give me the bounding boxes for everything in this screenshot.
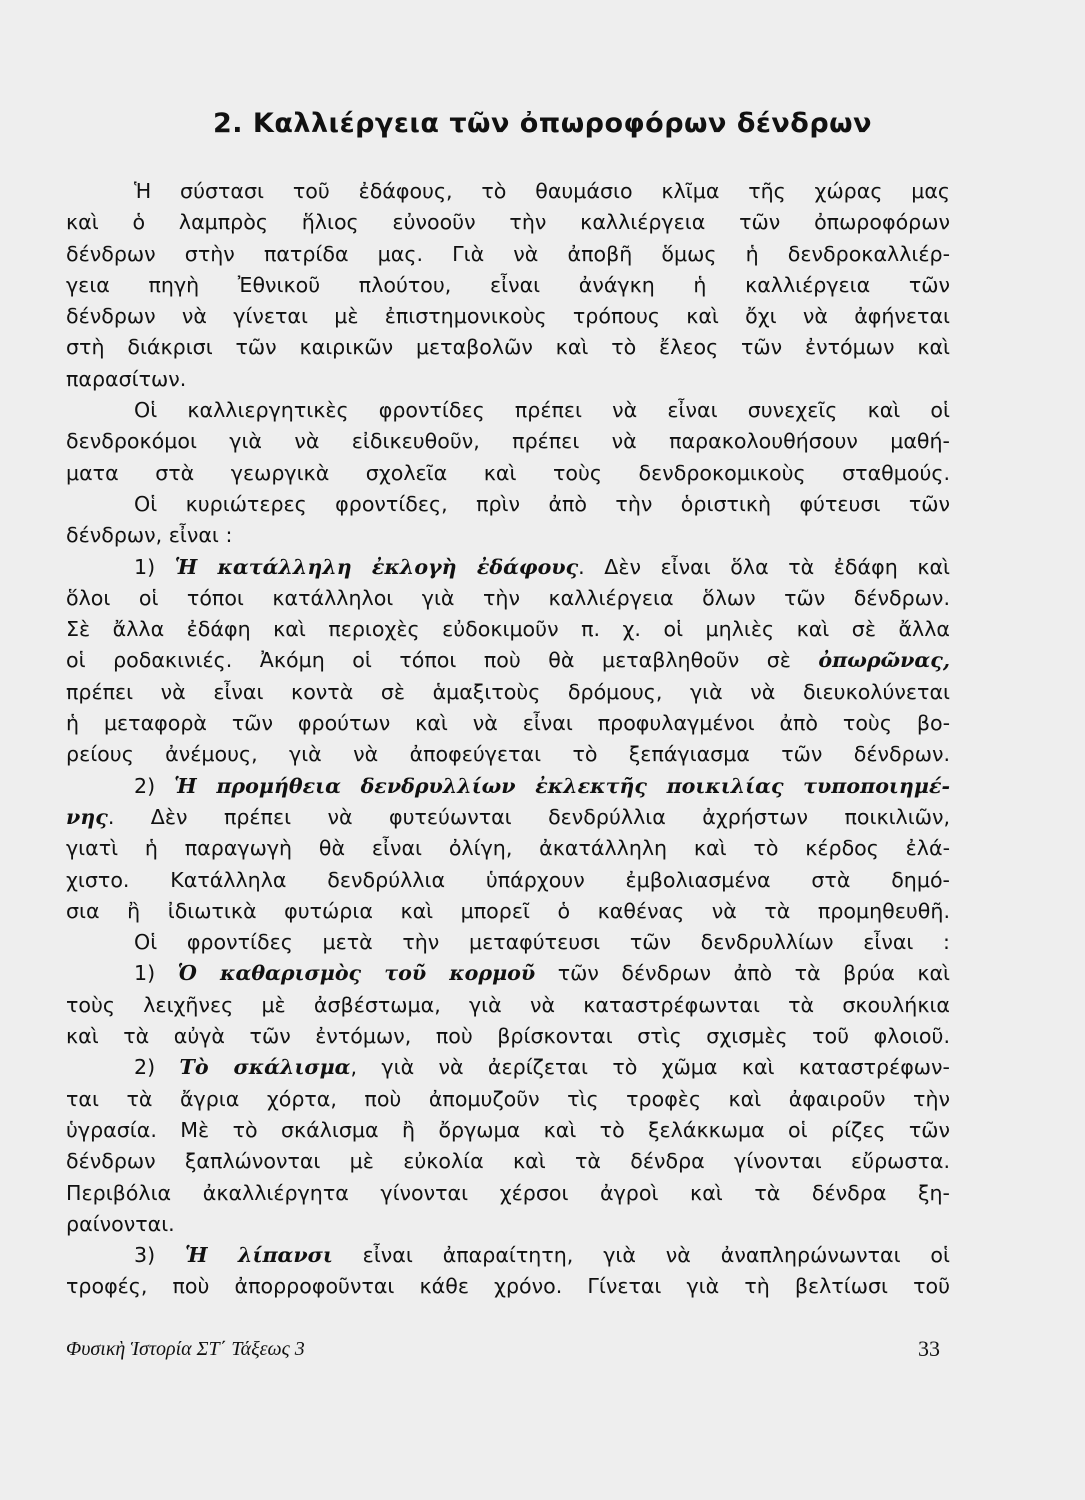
emphasis-text: Τὸ σκάλισμα	[179, 1055, 351, 1080]
text-run: σια ἢ ἰδιωτικὰ φυτώρια καὶ μπορεῖ ὁ καθένας νὰ τὰ προμηθευθῆ.	[66, 898, 950, 923]
text-line	[66, 458, 950, 489]
text-run: τροφές, ποὺ ἀπορροφοῦνται κάθε χρόνο. Γίνεται γιὰ τὴ βελτίωσι τοῦ	[66, 1274, 950, 1299]
section-heading: 2. Καλλιέργεια τῶν ὀπωροφόρων δένδρων	[212, 108, 873, 139]
text-run: 2)	[134, 1055, 180, 1080]
text-run: χιστο. Κατάλληλα δενδρύλλια ὑπάρχουν ἐμβολιασμένα στὰ δημό-	[66, 867, 950, 892]
text-run: ὅλοι οἱ τόποι κατάλληλοι γιὰ τὴν καλλιέργεια ὅλων τῶν δένδρων.	[66, 585, 950, 610]
text-run: τῶν δένδρων ἀπὸ τὰ βρύα καὶ	[535, 961, 950, 986]
text-run: ρείους ἀνέμους, γιὰ νὰ ἀποφεύγεται τὸ ξεπάγιασμα τῶν δένδρων.	[66, 742, 950, 767]
text-line	[66, 833, 950, 864]
text-run: 1)	[134, 554, 175, 579]
text-run: ἡ μεταφορὰ τῶν φρούτων καὶ νὰ εἶναι προφυλαγμένοι ἀπὸ τοὺς βο-	[66, 711, 950, 736]
body-text	[66, 176, 950, 1303]
text-run: 3)	[134, 1243, 186, 1268]
page-number: 33	[918, 1336, 940, 1361]
text-run: Ἡ σύστασι τοῦ ἐδάφους, τὸ θαυμάσιο κλῖμα τῆς χώρας μας	[134, 179, 950, 203]
text-run: παρασίτων.	[66, 366, 187, 391]
text-line	[66, 927, 950, 958]
text-line	[66, 583, 950, 614]
text-run: τοὺς λειχῆνες μὲ ἀσβέστωμα, γιὰ νὰ καταστρέφωνται τὰ σκουλήκια	[66, 992, 950, 1017]
text-line	[66, 1209, 950, 1240]
text-run: Οἱ καλλιεργητικὲς φροντίδες πρέπει νὰ εἶναι συνεχεῖς καὶ οἱ	[134, 398, 950, 423]
text-line	[66, 865, 950, 896]
text-line	[66, 552, 950, 583]
text-line	[66, 1271, 950, 1302]
emphasis-text: νης	[66, 804, 108, 829]
text-line	[66, 520, 950, 551]
text-run: . Δὲν εἶναι ὅλα τὰ ἐδάφη καὶ	[578, 554, 950, 579]
text-run: καὶ τὰ αὐγὰ τῶν ἐντόμων, ποὺ βρίσκονται στὶς σχισμὲς τοῦ φλοιοῦ.	[66, 1024, 950, 1049]
text-line	[66, 708, 950, 739]
text-run: ματα στὰ γεωργικὰ σχολεῖα καὶ τοὺς δενδροκομικοὺς σταθμούς.	[66, 460, 950, 485]
text-run: γεια πηγὴ Ἐθνικοῦ πλούτου, εἶναι ἀνάγκη ἡ καλλιέργεια τῶν	[66, 272, 950, 297]
emphasis-text: Ἡ κατάλληλη ἐκλογὴ ἐδάφους	[174, 554, 579, 579]
text-run: 2)	[134, 773, 175, 798]
text-line	[66, 207, 950, 238]
text-run: Σὲ ἄλλα ἐδάφη καὶ περιοχὲς εὐδοκιμοῦν π. χ. οἱ μηλιὲς καὶ σὲ ἄλλα	[66, 617, 950, 642]
text-line	[66, 677, 950, 708]
text-line	[66, 1178, 950, 1209]
text-run: δενδροκόμοι γιὰ νὰ εἰδικευθοῦν, πρέπει νὰ παρακολουθήσουν μαθή-	[66, 429, 950, 454]
text-run: οἱ ροδακινιές. Ἀκόμη οἱ τόποι ποὺ θὰ μεταβληθοῦν σὲ	[66, 648, 819, 673]
text-line	[66, 896, 950, 927]
text-run: Οἱ φροντίδες μετὰ τὴν μεταφύτευσι τῶν δενδρυλλίων εἶναι :	[134, 930, 950, 955]
text-line	[66, 270, 950, 301]
text-line	[66, 645, 950, 676]
text-run: Περιβόλια ἀκαλλιέργητα γίνονται χέρσοι ἀγροὶ καὶ τὰ δένδρα ξη-	[66, 1180, 950, 1205]
emphasis-text: ὀπωρῶνας,	[818, 648, 950, 673]
text-line	[66, 301, 950, 332]
text-run: ται τὰ ἄγρια χόρτα, ποὺ ἀπομυζοῦν τὶς τροφὲς καὶ ἀφαιροῦν τὴν	[66, 1086, 950, 1111]
text-run: δένδρων νὰ γίνεται μὲ ἐπιστημονικοὺς τρόπους καὶ ὄχι νὰ ἀφήνεται	[66, 304, 950, 329]
text-line	[66, 239, 950, 270]
text-line	[66, 1021, 950, 1052]
text-run: ὑγρασία. Μὲ τὸ σκάλισμα ἢ ὄργωμα καὶ τὸ ξελάκκωμα οἱ ρίζες τῶν	[66, 1117, 950, 1142]
text-line	[66, 364, 950, 395]
text-run: Οἱ κυριώτερες φροντίδες, πρὶν ἀπὸ τὴν ὁριστικὴ φύτευσι τῶν	[134, 491, 950, 516]
text-line	[66, 990, 950, 1021]
text-line	[66, 426, 950, 457]
text-line	[66, 1240, 950, 1271]
text-run: εἶναι ἀπαραίτητη, γιὰ νὰ ἀναπληρώνωνται οἱ	[332, 1243, 950, 1268]
emphasis-text: Ἡ λίπανσι	[185, 1243, 333, 1268]
text-run: 1)	[134, 961, 178, 986]
text-run: ραίνονται.	[66, 1211, 175, 1236]
text-line	[66, 739, 950, 770]
text-run: καὶ ὁ λαμπρὸς ἥλιος εὐνοοῦν τὴν καλλιέργεια τῶν ὀπωροφόρων	[66, 210, 950, 235]
text-run: στὴ διάκρισι τῶν καιρικῶν μεταβολῶν καὶ τὸ ἔλεος τῶν ἐντόμων καὶ	[66, 335, 950, 360]
text-run: δένδρων, εἶναι :	[66, 523, 233, 548]
text-line	[66, 614, 950, 645]
text-line	[66, 1115, 950, 1146]
text-run: γιατὶ ἡ παραγωγὴ θὰ εἶναι ὀλίγη, ἀκατάλληλη καὶ τὸ κέρδος ἐλά-	[66, 836, 950, 861]
printer-signature: Φυσικὴ Ἱστορία ΣΤ΄ Τάξεως 3	[66, 1338, 305, 1360]
text-run: δένδρων ξαπλώνονται μὲ εὐκολία καὶ τὰ δένδρα γίνονται εὔρωστα.	[66, 1149, 950, 1174]
text-line	[66, 1146, 950, 1177]
text-line	[66, 771, 950, 802]
text-line	[66, 958, 950, 989]
emphasis-text: Ἡ προμήθεια δενδρυλλίων ἐκλεκτῆς ποικιλίας τυποποιημέ-	[174, 773, 950, 798]
text-line	[66, 1052, 950, 1083]
emphasis-text: Ὁ καθαρισμὸς τοῦ κορμοῦ	[177, 961, 536, 986]
text-line	[66, 1084, 950, 1115]
text-line	[66, 395, 950, 426]
text-line	[66, 332, 950, 363]
text-run: , γιὰ νὰ ἀερίζεται τὸ χῶμα καὶ καταστρέφων-	[350, 1055, 950, 1080]
text-run: δένδρων στὴν πατρίδα μας. Γιὰ νὰ ἀποβῆ ὅμως ἡ δενδροκαλλιέρ-	[66, 241, 950, 266]
text-line	[66, 176, 950, 207]
text-run: . Δὲν πρέπει νὰ φυτεύωνται δενδρύλλια ἀχρήστων ποικιλιῶν,	[107, 804, 950, 829]
text-run: πρέπει νὰ εἶναι κοντὰ σὲ ἁμαξιτοὺς δρόμους, γιὰ νὰ διευκολύνεται	[66, 679, 950, 704]
text-line	[66, 802, 950, 833]
text-line	[66, 489, 950, 520]
